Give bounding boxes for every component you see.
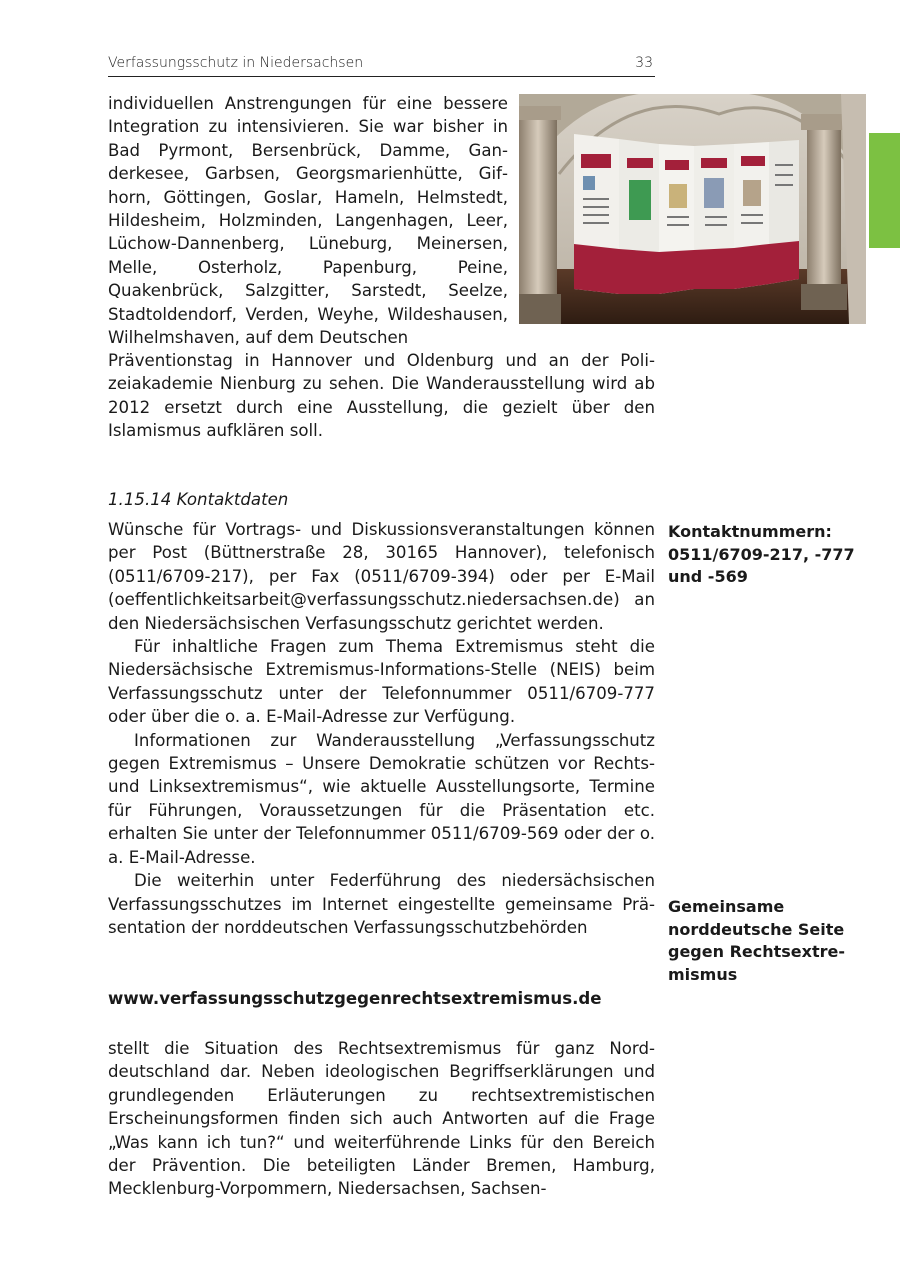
intro-text-narrow — [108, 92, 508, 349]
website-paragraph: stellt die Situation des Rechtsextremismus für ganz Norddeutschland dar. Neben ideologischen Begriffserklärungen und grundlegenden Erläuterungen zu rechtsextremistischen Erscheinungsformen finden sich auch Antworten auf die Frage „Was kann ich tun?“ und weiterführende Links für den Bereich der Prävention. Die beteiligten Länder Bremen, Hamburg, Mecklenburg-Vorpommern, Niedersachsen, Sachsen- — [108, 1039, 655, 1199]
exhibition-photo — [519, 94, 866, 324]
intro-narrow-paragraph: individuellen Anstrengungen für eine bessere Integration zu intensivieren. Sie war bisher in Bad Pyrmont, Bersenbrück, Damme, Ganderkesee, Garbsen, Georgsmarienhütte, Gifhorn, Göttingen, Goslar, Hameln, Helmstedt, Hildesheim, Holzminden, Langenhagen, Leer, Lüchow-Dannenberg, Lüneburg, Meinersen, Melle, Osterholz, Papenburg, Peine, Quakenbrück, Salzgitter, Sarstedt, Seelze, Stadtoldendorf, Verden, Weyhe, Wildeshausen, Wilhelmshaven, auf dem Deutschen — [108, 94, 508, 348]
contact-paragraph-3: Informationen zur Wanderausstellung „Verfassungsschutz gegen Extremismus – Unsere Demokratie schützen vor Rechts- und Linksextremismus“, wie aktuelle Ausstellungsorte, Termine für Führungen, Voraussetzungen für die Präsentation etc. erhalten Sie unter der Telefonnummer 0511/6709-569 oder der o. a. E-Mail-Adresse. — [108, 730, 655, 867]
intro-text-wide — [108, 349, 655, 443]
website-url[interactable]: www.verfassungsschutzgegenrechtsextremismus.de — [108, 989, 602, 1008]
contact-text-block — [108, 518, 655, 939]
margin-note-website: Gemeinsame norddeutsche Seite gegen Rechtsextremismus — [668, 897, 845, 984]
website-description-block — [108, 1037, 655, 1201]
margin-note-contact-numbers: Kontaktnummern: 0511/6709-217, -777 und -569 — [668, 522, 855, 586]
page-number: 33 — [635, 55, 653, 71]
intro-wide-paragraph: Präventionstag in Hannover und Oldenburg und an der Polizeiakademie Nienburg zu sehen. Die Wanderausstellung wird ab 2012 ersetzt durch eine Ausstellung, die gezielt über den Islamismus aufklären soll. — [108, 351, 655, 441]
contact-paragraph-1: Wünsche für Vortrags- und Diskussionsveranstaltungen können per Post (Büttnerstraße 28, 30165 Hannover), telefonisch (0511/6709-217), per Fax (0511/6709-394) oder per E-Mail (oeffentlichkeitsarbeit@verfassungsschutz.niedersachsen.de) an den Niedersächsischen Verfasungsschutz gerichtet werden. — [108, 520, 655, 633]
contact-paragraph-2: Für inhaltliche Fragen zum Thema Extremismus steht die Niedersächsische Extremismus-Informations-Stelle (NEIS) beim Verfassungsschutz unter der Telefonnummer 0511/6709-777 oder über die o. a. E-Mail-Adresse zur Verfügung. — [108, 637, 655, 727]
header-title: Verfassungsschutz in Niedersachsen — [108, 55, 364, 71]
running-header — [108, 54, 655, 77]
contact-paragraph-4: Die weiterhin unter Federführung des niedersächsischen Verfassungsschutzes im Internet eingestellte gemeinsame Präsentation der norddeutschen Verfassungsschutzbehörden — [108, 871, 655, 937]
chapter-tab-marker — [869, 133, 900, 248]
section-heading: 1.15.14 Kontaktdaten — [108, 490, 289, 509]
